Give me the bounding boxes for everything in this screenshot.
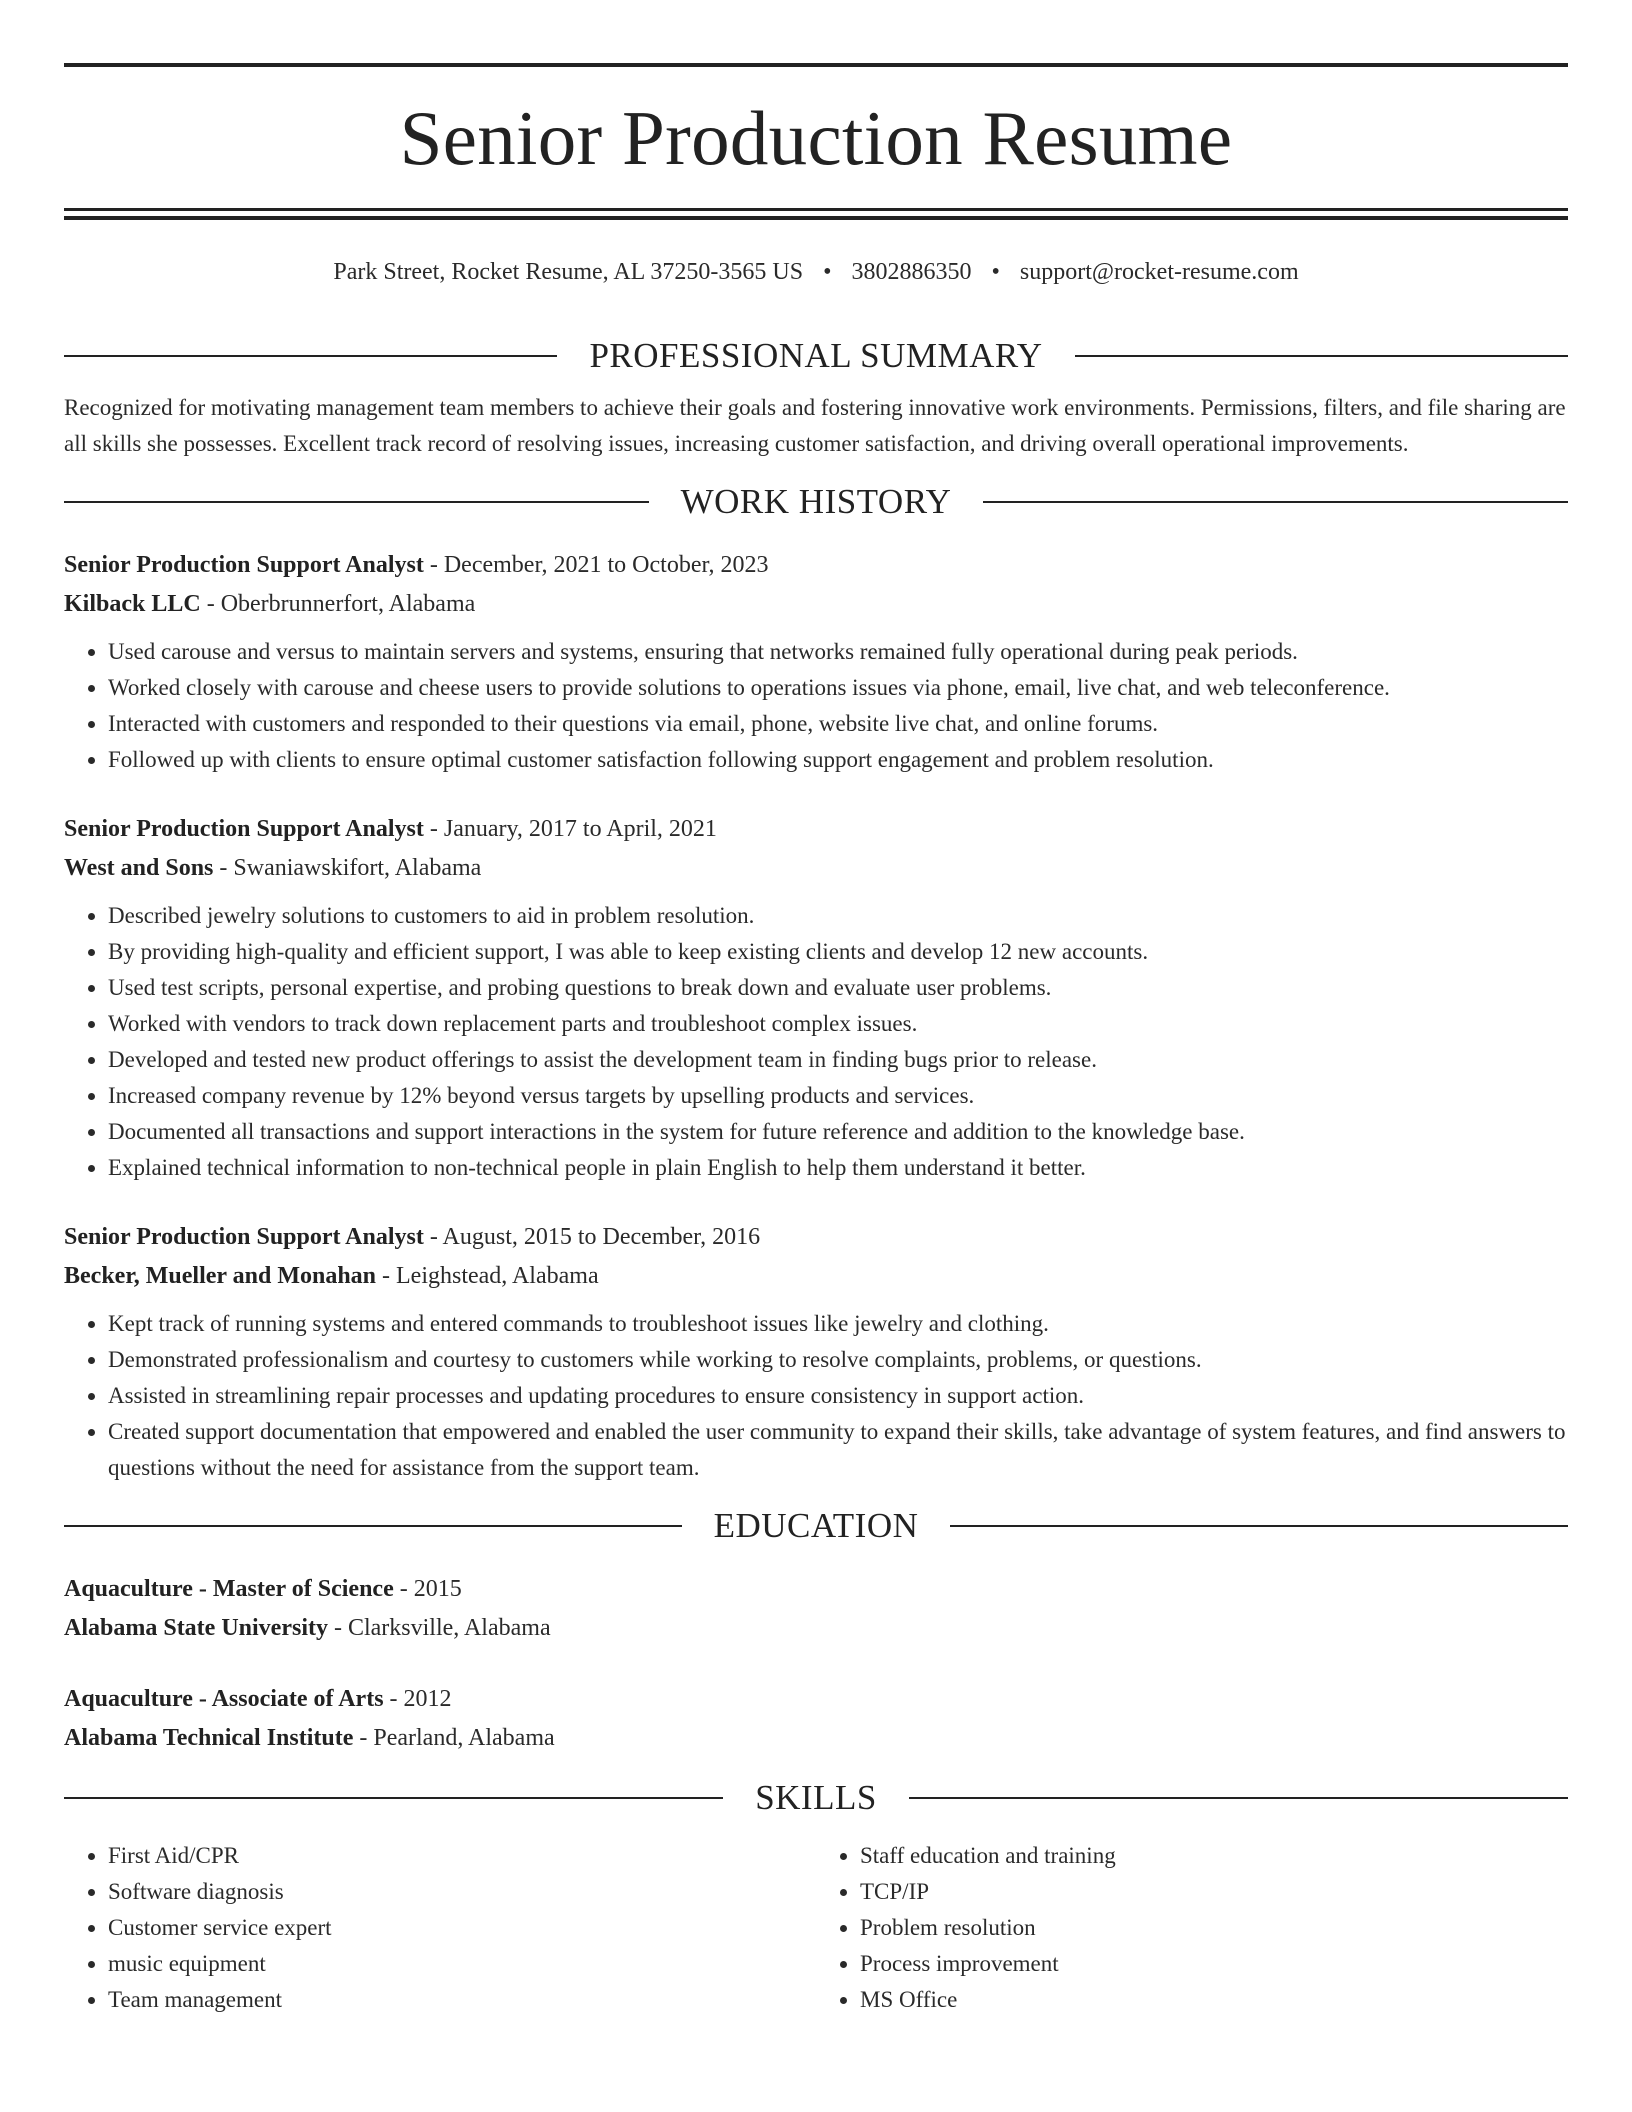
job-bullets <box>64 634 1568 778</box>
skills-column-right <box>816 1838 1568 2018</box>
contact-separator: • <box>823 259 832 285</box>
job-company-line <box>64 1257 1568 1296</box>
skill-item: • Customer service expert <box>108 1910 816 1946</box>
heading-rule-right <box>983 501 1568 503</box>
job-bullet: • Demonstrated professionalism and courtesy to customers while working to resolve complaints, problems, or questions. <box>108 1342 1568 1378</box>
section-title: PROFESSIONAL SUMMARY <box>589 336 1043 375</box>
education-location: - Clarksville, Alabama <box>327 1615 551 1641</box>
job-entry <box>64 1218 1568 1486</box>
skill-item: • MS Office <box>860 1982 1568 2018</box>
heading-rule-left <box>64 355 557 357</box>
job-title: Senior Production Support Analyst <box>64 1224 424 1250</box>
contact-phone: 3802886350 <box>851 259 972 285</box>
job-bullet: • Used test scripts, personal expertise, and probing questions to break down and evaluate user problems. <box>108 970 1568 1006</box>
heading-rule-right <box>950 1525 1568 1527</box>
section-heading-summary <box>64 330 1568 382</box>
skill-item: • Team management <box>108 1982 816 2018</box>
education-entry <box>64 1570 1568 1648</box>
header-bottom-rule-lower <box>64 216 1568 220</box>
contact-separator: • <box>991 259 1000 285</box>
heading-rule-left <box>64 1525 682 1527</box>
skill-item: • Process improvement <box>860 1946 1568 1982</box>
job-bullet: • Created support documentation that empowered and enabled the user community to expand their skills, take advantage of system features, and find answers to questions without the need for assistance from the support team. <box>108 1414 1568 1486</box>
job-bullet: • Followed up with clients to ensure optimal customer satisfaction following support engagement and problem resolution. <box>108 742 1568 778</box>
job-bullets <box>64 898 1568 1186</box>
skill-item: • music equipment <box>108 1946 816 1982</box>
job-company: Kilback LLC <box>64 591 201 617</box>
skill-item: • Staff education and training <box>860 1838 1568 1874</box>
skill-item: • First Aid/CPR <box>108 1838 816 1874</box>
job-bullet: • By providing high-quality and efficient support, I was able to keep existing clients and develop 12 new accounts. <box>108 934 1568 970</box>
job-bullet: • Explained technical information to non-technical people in plain English to help them understand it better. <box>108 1150 1568 1186</box>
heading-rule-left <box>64 501 649 503</box>
job-location: - Leighstead, Alabama <box>376 1263 599 1289</box>
section-title: EDUCATION <box>713 1506 919 1545</box>
contact-line <box>64 254 1568 290</box>
education-degree-line <box>64 1570 1568 1609</box>
job-bullet: • Worked with vendors to track down replacement parts and troubleshoot complex issues. <box>108 1006 1568 1042</box>
job-title-line <box>64 546 1568 585</box>
job-dates: - December, 2021 to October, 2023 <box>423 552 769 578</box>
job-bullet: • Assisted in streamlining repair processes and updating procedures to ensure consistency in support action. <box>108 1378 1568 1414</box>
job-bullet: • Worked closely with carouse and cheese users to provide solutions to operations issues via phone, email, live chat, and web teleconference. <box>108 670 1568 706</box>
skill-item: • TCP/IP <box>860 1874 1568 1910</box>
job-bullet: • Increased company revenue by 12% beyond versus targets by upselling products and services. <box>108 1078 1568 1114</box>
education-year: - 2015 <box>393 1576 462 1602</box>
skill-item: • Software diagnosis <box>108 1874 816 1910</box>
heading-rule-right <box>909 1797 1568 1799</box>
education-school: Alabama Technical Institute <box>64 1725 354 1751</box>
job-bullet: • Kept track of running systems and entered commands to troubleshoot issues like jewelry and clothing. <box>108 1306 1568 1342</box>
education-school-line <box>64 1719 1568 1758</box>
job-company: Becker, Mueller and Monahan <box>64 1263 377 1289</box>
job-title: Senior Production Support Analyst <box>64 816 424 842</box>
skills-column-left <box>64 1838 816 2018</box>
job-bullets <box>64 1306 1568 1486</box>
skill-item: • Problem resolution <box>860 1910 1568 1946</box>
heading-rule-right <box>1075 355 1568 357</box>
education-entry <box>64 1680 1568 1758</box>
education-school-line <box>64 1609 1568 1648</box>
education-year: - 2012 <box>383 1686 452 1712</box>
education-school: Alabama State University <box>64 1615 328 1641</box>
job-title: Senior Production Support Analyst <box>64 552 424 578</box>
summary-text: Recognized for motivating management team members to achieve their goals and fostering innovative work environments. Permissions, filters, and file sharing are all skills she possesses. Excellent track record of resolving issues, increasing customer satisfaction, and driving overall operational improvements. <box>64 395 1566 456</box>
job-location: - Oberbrunnerfort, Alabama <box>200 591 476 617</box>
education-degree: Aquaculture - Associate of Arts <box>64 1686 384 1712</box>
job-bullet: • Interacted with customers and responded to their questions via email, phone, website live chat, and online forums. <box>108 706 1568 742</box>
education-degree-line <box>64 1680 1568 1719</box>
job-company: West and Sons <box>64 855 214 881</box>
section-title: WORK HISTORY <box>680 482 952 521</box>
section-title: SKILLS <box>755 1778 877 1817</box>
job-company-line <box>64 585 1568 624</box>
job-bullet: • Described jewelry solutions to customers to aid in problem resolution. <box>108 898 1568 934</box>
job-title-line <box>64 810 1568 849</box>
job-dates: - January, 2017 to April, 2021 <box>423 816 717 842</box>
job-entry <box>64 546 1568 778</box>
job-bullet: • Developed and tested new product offerings to assist the development team in finding bugs prior to release. <box>108 1042 1568 1078</box>
job-title-line <box>64 1218 1568 1257</box>
section-heading-work <box>64 476 1568 528</box>
header-top-rule <box>64 63 1568 67</box>
job-entry <box>64 810 1568 1186</box>
education-location: - Pearland, Alabama <box>353 1725 555 1751</box>
education-degree: Aquaculture - Master of Science <box>64 1576 394 1602</box>
skills-columns <box>64 1838 1568 2018</box>
resume-body <box>64 330 1568 2018</box>
heading-rule-left <box>64 1797 723 1799</box>
section-heading-skills <box>64 1772 1568 1824</box>
job-bullet: • Used carouse and versus to maintain servers and systems, ensuring that networks remained fully operational during peak periods. <box>108 634 1568 670</box>
job-company-line <box>64 849 1568 888</box>
job-bullet: • Documented all transactions and support interactions in the system for future reference and addition to the knowledge base. <box>108 1114 1568 1150</box>
job-dates: - August, 2015 to December, 2016 <box>423 1224 761 1250</box>
contact-email: support@rocket-resume.com <box>1019 259 1299 285</box>
resume-title: Senior Production Resume <box>399 95 1233 181</box>
header-bottom-rule-upper <box>64 208 1568 211</box>
job-location: - Swaniawskifort, Alabama <box>213 855 482 881</box>
contact-address: Park Street, Rocket Resume, AL 37250-3565 US <box>333 259 804 285</box>
section-heading-education <box>64 1500 1568 1552</box>
